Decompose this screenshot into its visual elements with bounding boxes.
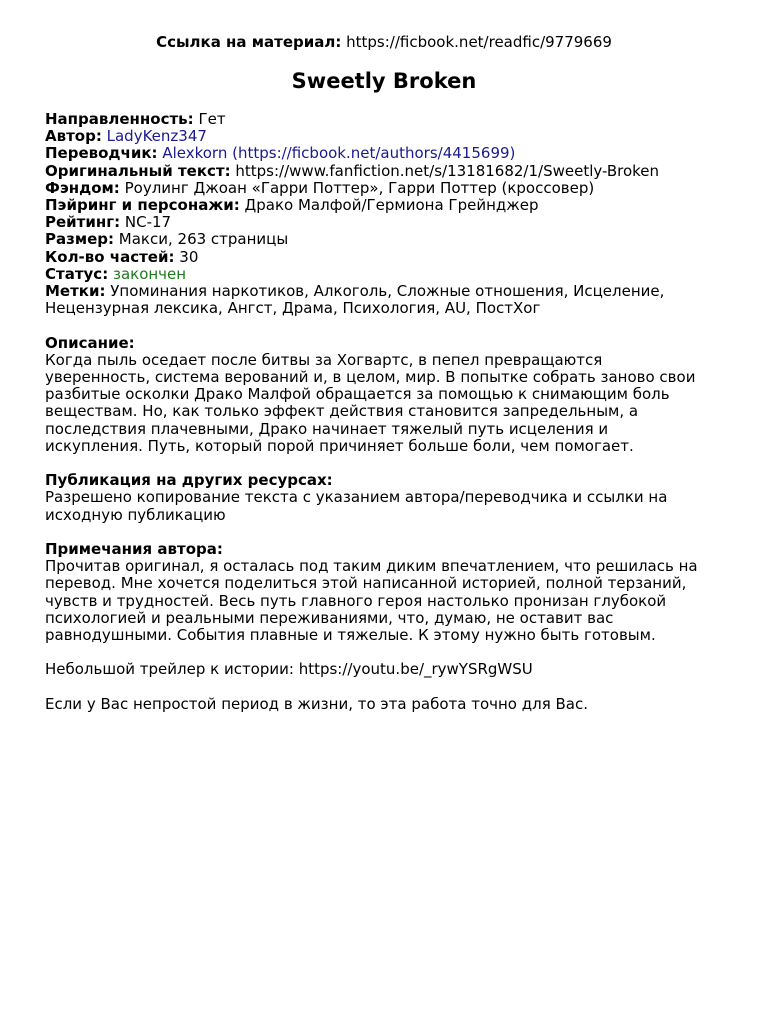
notes-line: психологией и реальными переживаниями, что, думаю, не оставит вас: [45, 608, 614, 627]
translator-link[interactable]: Alexkorn (https://ficbook.net/authors/4415699): [162, 144, 516, 163]
description-heading: Описание:: [45, 333, 135, 352]
meta-pairing-value: Драко Малфой/Гермиона Грейнджер: [244, 196, 539, 215]
meta-fandom-label: Фэндом:: [45, 178, 120, 197]
meta-rating-label: Рейтинг:: [45, 213, 121, 232]
description-line: Когда пыль оседает после битвы за Хогвартс, в пепел превращаются: [45, 350, 603, 369]
meta-original-label: Оригинальный текст:: [45, 161, 231, 180]
notes-heading: Примечания автора:: [45, 540, 223, 559]
notes-line: перевод. Мне хочется поделиться этой написанной историей, полной терзаний,: [45, 574, 687, 593]
description-line: искупления. Путь, который порой причиняет больше боли, чем помогает.: [45, 436, 634, 455]
notes-line: равнодушными. События плавные и тяжелые. К этому нужно быть готовым.: [45, 626, 656, 645]
original-url[interactable]: https://www.fanfiction.net/s/13181682/1/Sweetly-Broken: [235, 161, 660, 180]
meta-rating: [45, 214, 735, 231]
trailer-line[interactable]: Небольшой трейлер к истории: https://youtu.be/_rywYSRgWSU: [45, 660, 533, 679]
source-url[interactable]: https://ficbook.net/readfic/9779669: [346, 33, 612, 51]
source-line: [0, 33, 768, 51]
notes-line: Прочитав оригинал, я осталась под таким диким впечатлением, что решилась на: [45, 557, 698, 576]
document-body: [45, 111, 735, 713]
meta-status-label: Статус:: [45, 264, 109, 283]
meta-tags-label: Метки:: [45, 282, 106, 301]
meta-size: [45, 231, 735, 248]
closing-line: Если у Вас непростой период в жизни, то эта работа точно для Вас.: [45, 694, 588, 713]
meta-rating-value: NC-17: [124, 213, 172, 232]
meta-status: [45, 266, 735, 283]
publication-line: Разрешено копирование текста с указанием автора/переводчика и ссылки на: [45, 488, 668, 507]
meta-tags-line-2: Нецензурная лексика, Ангст, Драма, Психология, AU, ПостХог: [45, 299, 541, 318]
meta-parts-value: 30: [179, 247, 199, 266]
spacer: [45, 644, 735, 661]
meta-tags-line-1: Упоминания наркотиков, Алкоголь, Сложные отношения, Исцеление,: [110, 282, 665, 301]
document-title: Sweetly Broken: [291, 69, 477, 93]
spacer: [45, 455, 735, 472]
meta-direction: [45, 111, 735, 128]
publication-heading: Публикация на других ресурсах:: [45, 471, 333, 490]
meta-size-label: Размер:: [45, 230, 115, 249]
meta-tags: [45, 283, 735, 300]
meta-pairing: [45, 197, 735, 214]
description-line: последствия плачевными, Драко начинает тяжелый путь исцеления и: [45, 419, 609, 438]
description-line: веществам. Но, как только эффект действия становится запредельным, а: [45, 402, 639, 421]
author-link[interactable]: LadyKenz347: [106, 127, 207, 146]
spacer: [45, 679, 735, 696]
meta-parts: [45, 249, 735, 266]
meta-size-value: Макси, 263 страницы: [118, 230, 289, 249]
meta-author: [45, 128, 735, 145]
meta-parts-label: Кол-во частей:: [45, 247, 175, 266]
meta-direction-label: Направленность:: [45, 110, 194, 128]
meta-translator: [45, 145, 735, 162]
meta-pairing-label: Пэйринг и персонажи:: [45, 196, 240, 215]
source-label: Ссылка на материал:: [156, 33, 342, 51]
description-line: уверенность, система верований и, в целом, мир. В попытке собрать заново свои: [45, 368, 696, 387]
meta-fandom-value: Роулинг Джоан «Гарри Поттер», Гарри Поттер (кроссовер): [124, 178, 595, 197]
meta-original: [45, 163, 735, 180]
meta-translator-label: Переводчик:: [45, 144, 158, 163]
meta-author-label: Автор:: [45, 127, 102, 146]
status-badge: закончен: [112, 264, 187, 283]
description-line: разбитые осколки Драко Малфой обращается за помощью к снимающим боль: [45, 385, 670, 404]
spacer: [45, 524, 735, 541]
publication-line: исходную публикацию: [45, 505, 226, 524]
meta-fandom: [45, 180, 735, 197]
meta-direction-value: Гет: [198, 110, 226, 128]
spacer: [45, 317, 735, 334]
notes-line: чувств и трудностей. Весь путь главного героя настолько пронизан глубокой: [45, 591, 667, 610]
